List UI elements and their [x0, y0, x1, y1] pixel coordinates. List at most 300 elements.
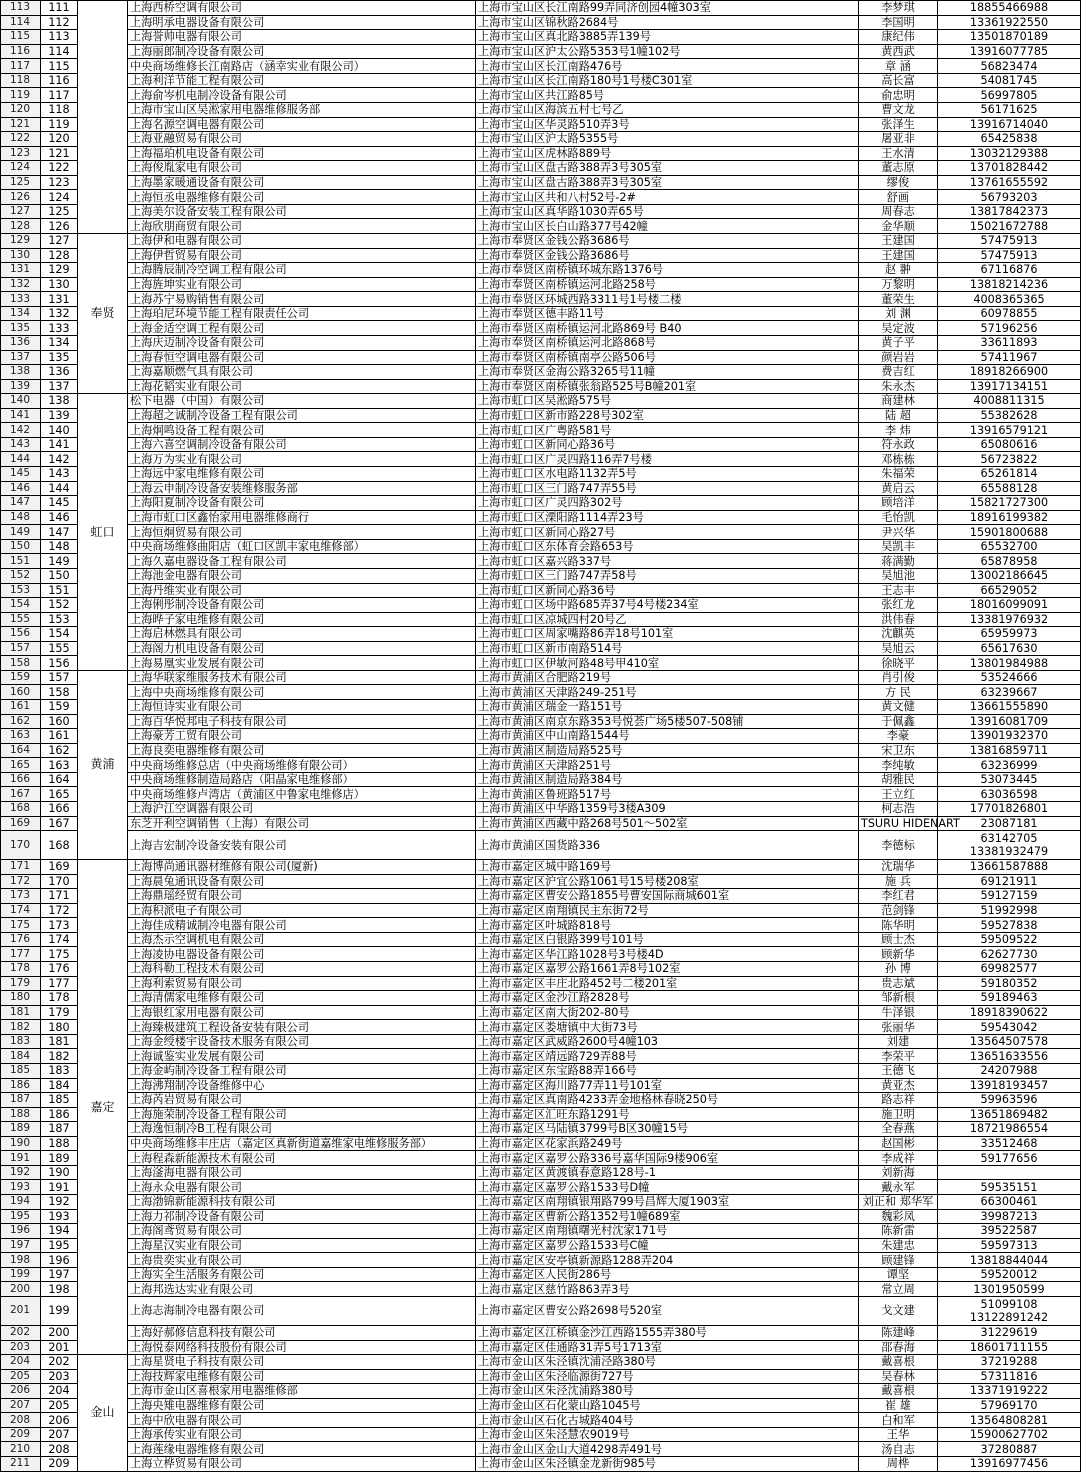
contact-cell: 章 涵 — [859, 59, 938, 74]
contact-cell: 徐晓平 — [859, 656, 938, 671]
table-row — [1, 554, 1081, 569]
company-name-cell: 上海力祁制冷设备有限公司 — [128, 1209, 476, 1224]
contact-cell: 赵国彬 — [859, 1136, 938, 1151]
row-number-cell: 186 — [1, 1078, 41, 1093]
company-name-cell: 上海庆迈制冷设备有限公司 — [128, 335, 476, 350]
phone-cell: 15021672788 — [938, 219, 1081, 234]
contact-cell: 孙 博 — [859, 962, 938, 977]
serial-number-cell: 188 — [41, 1136, 78, 1151]
company-name-cell: 上海程森新能源技术有限公司 — [128, 1151, 476, 1166]
address-cell: 上海市嘉定区南翔镇民主东街72号 — [476, 903, 859, 918]
serial-number-cell: 152 — [41, 598, 78, 613]
phone-cell: 59527838 — [938, 918, 1081, 933]
row-number-cell: 122 — [1, 132, 41, 147]
company-name-cell: 上海嘉顺燃气具有限公司 — [128, 365, 476, 380]
serial-number-cell: 170 — [41, 874, 78, 889]
address-cell: 上海市嘉定区嘉罗公路1533号C幢 — [476, 1238, 859, 1253]
row-number-cell: 164 — [1, 743, 41, 758]
phone-cell: 13916714040 — [938, 117, 1081, 132]
company-name-cell: 上海珀尼环境节能工程有限责任公司 — [128, 306, 476, 321]
contact-cell: 屠亚非 — [859, 132, 938, 147]
table-row — [1, 1238, 1081, 1253]
company-name-cell: 上海炯鸣设备工程有限公司 — [128, 423, 476, 438]
serial-number-cell: 128 — [41, 248, 78, 263]
row-number-cell: 130 — [1, 248, 41, 263]
table-row — [1, 102, 1081, 117]
table-row — [1, 627, 1081, 642]
phone-cell: 24207988 — [938, 1063, 1081, 1078]
table-row — [1, 918, 1081, 933]
serial-number-cell: 160 — [41, 714, 78, 729]
serial-number-cell: 139 — [41, 408, 78, 423]
contact-cell: 康纪伟 — [859, 30, 938, 45]
row-number-cell: 127 — [1, 204, 41, 219]
address-cell: 上海市嘉定区武威路2600号4幢103 — [476, 1034, 859, 1049]
contact-cell: 方 民 — [859, 685, 938, 700]
table-row — [1, 321, 1081, 336]
row-number-cell: 126 — [1, 190, 41, 205]
table-row — [1, 801, 1081, 816]
table-row — [1, 947, 1081, 962]
address-cell: 上海市嘉定区金沙江路2828号 — [476, 991, 859, 1006]
contact-cell: 吴凯丰 — [859, 539, 938, 554]
row-number-cell: 143 — [1, 437, 41, 452]
phone-cell: 65532700 — [938, 539, 1081, 554]
address-cell: 上海市嘉定区花家浜路249号 — [476, 1136, 859, 1151]
contact-cell: 顾新华 — [859, 947, 938, 962]
serial-number-cell: 183 — [41, 1063, 78, 1078]
row-number-cell: 180 — [1, 991, 41, 1006]
serial-number-cell: 179 — [41, 1005, 78, 1020]
contact-cell: 王华 — [859, 1427, 938, 1442]
company-name-cell: 东芝开利空调销售（上海）有限公司 — [128, 816, 476, 831]
table-row — [1, 816, 1081, 831]
table-row — [1, 1384, 1081, 1399]
phone-cell: 55382628 — [938, 408, 1081, 423]
company-name-cell: 中央商场维修制造局路店（阳晶家电维修部） — [128, 772, 476, 787]
company-name-cell: 上海良奕电器维修有限公司 — [128, 743, 476, 758]
phone-cell: 13371919222 — [938, 1384, 1081, 1399]
address-cell: 上海市黄浦区天津路251号 — [476, 758, 859, 773]
table-row — [1, 976, 1081, 991]
company-name-cell: 上海承传实业有限公司 — [128, 1427, 476, 1442]
contact-cell: 李豪 — [859, 729, 938, 744]
serial-number-cell: 118 — [41, 102, 78, 117]
table-row — [1, 656, 1081, 671]
address-cell: 上海市虹口区三门路747弄55号 — [476, 481, 859, 496]
company-name-cell: 上海晨兔通讯设备有限公司 — [128, 874, 476, 889]
table-row — [1, 1020, 1081, 1035]
address-cell: 上海市奉贤区南桥镇张翁路525号B幢201室 — [476, 379, 859, 394]
company-name-cell: 上海好郝修信息科技有限公司 — [128, 1325, 476, 1340]
row-number-cell: 154 — [1, 598, 41, 613]
table-row — [1, 15, 1081, 30]
table-row — [1, 1413, 1081, 1428]
district-cell: 金山 — [78, 1355, 128, 1472]
contact-cell: 张丽华 — [859, 1020, 938, 1035]
phone-cell: 65617630 — [938, 641, 1081, 656]
row-number-cell: 159 — [1, 670, 41, 685]
phone-cell: 51992998 — [938, 903, 1081, 918]
company-name-cell: 上海市虹口区鑫怡家用电器维修商行 — [128, 510, 476, 525]
row-number-cell: 156 — [1, 627, 41, 642]
table-body — [1, 1, 1081, 1472]
phone-cell: 56793203 — [938, 190, 1081, 205]
company-name-cell: 上海立桦贸易有限公司 — [128, 1457, 476, 1472]
row-number-cell: 178 — [1, 962, 41, 977]
phone-cell: 4008811315 — [938, 394, 1081, 409]
contact-cell: 魏彩凤 — [859, 1209, 938, 1224]
company-name-cell: 上海阁力机电设备有限公司 — [128, 641, 476, 656]
company-name-cell: 上海金屿制冷设备工程有限公司 — [128, 1063, 476, 1078]
table-row — [1, 1457, 1081, 1472]
row-number-cell: 132 — [1, 277, 41, 292]
address-cell: 上海市奉贤区南桥镇运河北路258号 — [476, 277, 859, 292]
contact-cell: 俞忠明 — [859, 88, 938, 103]
company-name-cell: 上海杰示空调机电有限公司 — [128, 932, 476, 947]
serial-number-cell: 184 — [41, 1078, 78, 1093]
serial-number-cell: 129 — [41, 263, 78, 278]
address-cell: 上海市金山区朱泾临源街727号 — [476, 1369, 859, 1384]
company-name-cell: 上海美尔设备安装工程有限公司 — [128, 204, 476, 219]
phone-cell: 13916579121 — [938, 423, 1081, 438]
address-cell: 上海市虹口区凉城四村20号乙 — [476, 612, 859, 627]
contact-cell: 戴永军 — [859, 1180, 938, 1195]
address-cell: 上海市嘉定区曹安公路1855号曹安国际商城601室 — [476, 889, 859, 904]
table-row — [1, 1107, 1081, 1122]
address-cell: 上海市虹口区周家嘴路86弄18号101室 — [476, 627, 859, 642]
table-row — [1, 743, 1081, 758]
row-number-cell: 208 — [1, 1413, 41, 1428]
contact-cell: 王立红 — [859, 787, 938, 802]
company-name-cell: 上海利洋节能工程有限公司 — [128, 73, 476, 88]
table-row — [1, 787, 1081, 802]
address-cell: 上海市宝山区真北路3885弄139号 — [476, 30, 859, 45]
address-cell: 上海市宝山区长白山路377号42幢 — [476, 219, 859, 234]
row-number-cell: 206 — [1, 1384, 41, 1399]
row-number-cell: 116 — [1, 44, 41, 59]
table-row — [1, 860, 1081, 875]
phone-cell: 66529052 — [938, 583, 1081, 598]
phone-cell: 18721986554 — [938, 1122, 1081, 1137]
phone-cell: 57311816 — [938, 1369, 1081, 1384]
address-cell: 上海市虹口区广粤路581号 — [476, 423, 859, 438]
company-name-cell: 上海技辉家电维修有限公司 — [128, 1369, 476, 1384]
address-cell: 上海市虹口区广灵四路116弄7号楼 — [476, 452, 859, 467]
phone-cell: 56997805 — [938, 88, 1081, 103]
row-number-cell: 181 — [1, 1005, 41, 1020]
address-cell: 上海市黄浦区中山南路1544号 — [476, 729, 859, 744]
phone-cell: 57196256 — [938, 321, 1081, 336]
contact-cell: 陈新雷 — [859, 1224, 938, 1239]
company-name-cell: 松下电器（中国）有限公司 — [128, 394, 476, 409]
table-row — [1, 219, 1081, 234]
address-cell: 上海市嘉定区真南路4233弄金地格林春晓250号 — [476, 1093, 859, 1108]
phone-cell: 13918193457 — [938, 1078, 1081, 1093]
phone-cell: 57475913 — [938, 234, 1081, 249]
table-row — [1, 350, 1081, 365]
row-number-cell: 149 — [1, 525, 41, 540]
address-cell: 上海市虹口区三门路747弄58号 — [476, 568, 859, 583]
table-row — [1, 962, 1081, 977]
address-cell: 上海市嘉定区安亭镇新源路1288弄204 — [476, 1253, 859, 1268]
row-number-cell: 192 — [1, 1165, 41, 1180]
serial-number-cell: 193 — [41, 1209, 78, 1224]
table-row — [1, 117, 1081, 132]
row-number-cell: 134 — [1, 306, 41, 321]
contact-cell: 肖引俊 — [859, 670, 938, 685]
table-row — [1, 568, 1081, 583]
contact-cell: 陈建峰 — [859, 1325, 938, 1340]
table-row — [1, 1398, 1081, 1413]
address-cell: 上海市虹口区新同心路36号 — [476, 437, 859, 452]
table-row — [1, 248, 1081, 263]
serial-number-cell: 177 — [41, 976, 78, 991]
serial-number-cell: 148 — [41, 539, 78, 554]
contact-cell: 李纯敏 — [859, 758, 938, 773]
serial-number-cell: 121 — [41, 146, 78, 161]
address-cell: 上海市嘉定区白银路399号101号 — [476, 932, 859, 947]
company-name-cell: 上海誉帅电器有限公司 — [128, 30, 476, 45]
table-row — [1, 379, 1081, 394]
contact-cell: 柯志浩 — [859, 801, 938, 816]
table-row — [1, 714, 1081, 729]
phone-cell: 59597313 — [938, 1238, 1081, 1253]
phone-cell: 67116876 — [938, 263, 1081, 278]
row-number-cell: 150 — [1, 539, 41, 554]
phone-cell: 53073445 — [938, 772, 1081, 787]
serial-number-cell: 116 — [41, 73, 78, 88]
serial-number-cell: 175 — [41, 947, 78, 962]
phone-cell: 59180352 — [938, 976, 1081, 991]
address-cell: 上海市黄浦区西藏中路268号501～502室 — [476, 816, 859, 831]
phone-cell: 63236999 — [938, 758, 1081, 773]
contact-cell: 戴喜根 — [859, 1355, 938, 1370]
company-name-cell: 上海银红家用电器有限公司 — [128, 1005, 476, 1020]
contact-cell: 黄启云 — [859, 481, 938, 496]
contact-cell: 张红龙 — [859, 598, 938, 613]
table-row — [1, 641, 1081, 656]
table-row — [1, 525, 1081, 540]
contact-cell: 陆 超 — [859, 408, 938, 423]
serial-number-cell: 122 — [41, 161, 78, 176]
address-cell: 上海市金山区石化古城路404号 — [476, 1413, 859, 1428]
table-row — [1, 292, 1081, 307]
address-cell: 上海市宝山区盘古路388弄3号305室 — [476, 175, 859, 190]
contact-cell: 缪俊 — [859, 175, 938, 190]
address-cell: 上海市虹口区东体育会路653号 — [476, 539, 859, 554]
serial-number-cell: 111 — [41, 1, 78, 16]
phone-cell: 65878958 — [938, 554, 1081, 569]
table-row — [1, 1253, 1081, 1268]
phone-cell: 13032129388 — [938, 146, 1081, 161]
address-cell: 上海市嘉定区东宝路88弄166号 — [476, 1063, 859, 1078]
address-cell: 上海市黄浦区制造局路384号 — [476, 772, 859, 787]
company-name-cell: 中央商场维修曲阳店（虹口区凯丰家电维修部） — [128, 539, 476, 554]
company-name-cell: 上海百华悦邦电子科技有限公司 — [128, 714, 476, 729]
address-cell: 上海市嘉定区城中路169号 — [476, 860, 859, 875]
row-number-cell: 125 — [1, 175, 41, 190]
company-name-cell: 上海星汉实业有限公司 — [128, 1238, 476, 1253]
company-name-cell: 上海万为实业有限公司 — [128, 452, 476, 467]
phone-cell: 17701826801 — [938, 801, 1081, 816]
contact-cell: 舒画 — [859, 190, 938, 205]
table-row — [1, 1122, 1081, 1137]
phone-cell: 65080616 — [938, 437, 1081, 452]
serial-number-cell: 189 — [41, 1151, 78, 1166]
company-name-cell: 上海逸恒制冷B工程有限公司 — [128, 1122, 476, 1137]
serial-number-cell: 112 — [41, 15, 78, 30]
address-cell: 上海市虹口区伊敏河路48号甲410室 — [476, 656, 859, 671]
company-name-cell: 上海志海制冷电器有限公司 — [128, 1296, 476, 1325]
company-name-cell: 上海科勒工程技术有限公司 — [128, 962, 476, 977]
phone-cell: 59963596 — [938, 1093, 1081, 1108]
serial-number-cell: 165 — [41, 787, 78, 802]
serial-number-cell: 145 — [41, 496, 78, 511]
address-cell: 上海市黄浦区鲁班路517号 — [476, 787, 859, 802]
row-number-cell: 113 — [1, 1, 41, 16]
row-number-cell: 184 — [1, 1049, 41, 1064]
address-cell: 上海市宝山区锦秋路2684号 — [476, 15, 859, 30]
contact-cell: 尹兴华 — [859, 525, 938, 540]
address-cell: 上海市嘉定区嘉罗公路336号嘉华国际9楼906室 — [476, 1151, 859, 1166]
row-number-cell: 207 — [1, 1398, 41, 1413]
contact-cell: TSURU HIDENART — [859, 816, 938, 831]
contact-cell: 李德标 — [859, 831, 938, 860]
address-cell: 上海市宝山区盘古路388弄3号305室 — [476, 161, 859, 176]
address-cell: 上海市金山区朱泾慧农9019号 — [476, 1427, 859, 1442]
contact-cell: 谭坚 — [859, 1267, 938, 1282]
serial-number-cell: 153 — [41, 612, 78, 627]
company-name-cell: 上海名源空调电器有限公司 — [128, 117, 476, 132]
phone-cell: 37280887 — [938, 1442, 1081, 1457]
contact-cell: 洪伟春 — [859, 612, 938, 627]
company-name-cell: 上海央雉电器维修有限公司 — [128, 1398, 476, 1413]
row-number-cell: 158 — [1, 656, 41, 671]
row-number-cell: 141 — [1, 408, 41, 423]
address-cell: 上海市宝山区沪太公路5353号1幢102号 — [476, 44, 859, 59]
table-row — [1, 539, 1081, 554]
table-row — [1, 670, 1081, 685]
contact-cell: 吴定波 — [859, 321, 938, 336]
company-name-cell: 上海恒炯贸易有限公司 — [128, 525, 476, 540]
address-cell: 上海市宝山区真华路1030弄65号 — [476, 204, 859, 219]
phone-cell: 54081745 — [938, 73, 1081, 88]
company-name-cell: 上海丹维实业有限公司 — [128, 583, 476, 598]
phone-cell: 18601711155 — [938, 1340, 1081, 1355]
table-row — [1, 1195, 1081, 1210]
row-number-cell: 137 — [1, 350, 41, 365]
district-cell: 虹口 — [78, 394, 128, 671]
address-cell: 上海市黄浦区国货路336 — [476, 831, 859, 860]
serial-number-cell: 149 — [41, 554, 78, 569]
serial-number-cell: 135 — [41, 350, 78, 365]
row-number-cell: 195 — [1, 1209, 41, 1224]
address-cell: 上海市嘉定区叶城路818号 — [476, 918, 859, 933]
company-name-cell: 上海中欣电器有限公司 — [128, 1413, 476, 1428]
phone-cell: 56171625 — [938, 102, 1081, 117]
phone-line: 63142705 — [980, 832, 1038, 846]
phone-cell: 59189463 — [938, 991, 1081, 1006]
company-name-cell: 上海俞岑机电制冷设备有限公司 — [128, 88, 476, 103]
table-row — [1, 365, 1081, 380]
contact-cell: 王志丰 — [859, 583, 938, 598]
address-cell: 上海市嘉定区人民街286号 — [476, 1267, 859, 1282]
company-name-cell: 上海明承电器设备有限公司 — [128, 15, 476, 30]
contact-cell: 刘正和 郑华军 — [859, 1195, 938, 1210]
serial-number-cell: 134 — [41, 335, 78, 350]
row-number-cell: 203 — [1, 1340, 41, 1355]
row-number-cell: 211 — [1, 1457, 41, 1472]
phone-cell: 63036598 — [938, 787, 1081, 802]
contact-cell: 王建国 — [859, 248, 938, 263]
phone-cell: 13381976932 — [938, 612, 1081, 627]
address-cell: 上海市宝山区长江南路99弄同济创园4幢303室 — [476, 1, 859, 16]
table-row — [1, 1340, 1081, 1355]
serial-number-cell: 164 — [41, 772, 78, 787]
serial-number-cell: 150 — [41, 568, 78, 583]
address-cell: 上海市宝山区华灵路510弄3号 — [476, 117, 859, 132]
contact-cell: 李成祥 — [859, 1151, 938, 1166]
company-name-cell: 上海易凰实业发展有限公司 — [128, 656, 476, 671]
table-row — [1, 583, 1081, 598]
table-row — [1, 1325, 1081, 1340]
row-number-cell: 170 — [1, 831, 41, 860]
address-cell: 上海市虹口区嘉兴路337号 — [476, 554, 859, 569]
company-name-cell: 上海利索贸易有限公司 — [128, 976, 476, 991]
contact-cell: 顾士杰 — [859, 932, 938, 947]
serial-number-cell: 144 — [41, 481, 78, 496]
table-row — [1, 1136, 1081, 1151]
company-name-cell: 上海亚融贸易有限公司 — [128, 132, 476, 147]
company-name-cell: 上海旌坤实业有限公司 — [128, 277, 476, 292]
contact-cell: 刘新海 — [859, 1165, 938, 1180]
company-name-cell: 上海沸翔制冷设备维修中心 — [128, 1078, 476, 1093]
serial-number-cell: 196 — [41, 1253, 78, 1268]
contact-cell: 黄子平 — [859, 335, 938, 350]
serial-number-cell: 130 — [41, 277, 78, 292]
table-row — [1, 1369, 1081, 1384]
serial-number-cell: 156 — [41, 656, 78, 671]
phone-cell: 13917134151 — [938, 379, 1081, 394]
table-row — [1, 481, 1081, 496]
contact-cell: 沈瑞华 — [859, 860, 938, 875]
contact-cell: 宋卫东 — [859, 743, 938, 758]
contact-cell: 沈麒英 — [859, 627, 938, 642]
address-cell: 上海市黄浦区瑞金一路151号 — [476, 700, 859, 715]
contact-cell: 黄文健 — [859, 700, 938, 715]
contact-cell: 李 炜 — [859, 423, 938, 438]
address-cell: 上海市嘉定区南翔镇曙光村沈家171号 — [476, 1224, 859, 1239]
phone-cell: 13801984988 — [938, 656, 1081, 671]
row-number-cell: 131 — [1, 263, 41, 278]
contact-cell: 邹新根 — [859, 991, 938, 1006]
contact-cell: 曹文龙 — [859, 102, 938, 117]
address-cell: 上海市嘉定区南翔镇银翔路799号昌辉大厦1903室 — [476, 1195, 859, 1210]
contact-cell: 朱建忠 — [859, 1238, 938, 1253]
table-row — [1, 1282, 1081, 1297]
row-number-cell: 205 — [1, 1369, 41, 1384]
address-cell: 上海市宝山区共江路85号 — [476, 88, 859, 103]
table-row — [1, 277, 1081, 292]
phone-cell: 56823474 — [938, 59, 1081, 74]
table-row — [1, 1180, 1081, 1195]
company-name-cell: 上海西桥空调有限公司 — [128, 1, 476, 16]
row-number-cell: 165 — [1, 758, 41, 773]
phone-cell: 13501870189 — [938, 30, 1081, 45]
row-number-cell: 148 — [1, 510, 41, 525]
contact-cell: 施卫明 — [859, 1107, 938, 1122]
